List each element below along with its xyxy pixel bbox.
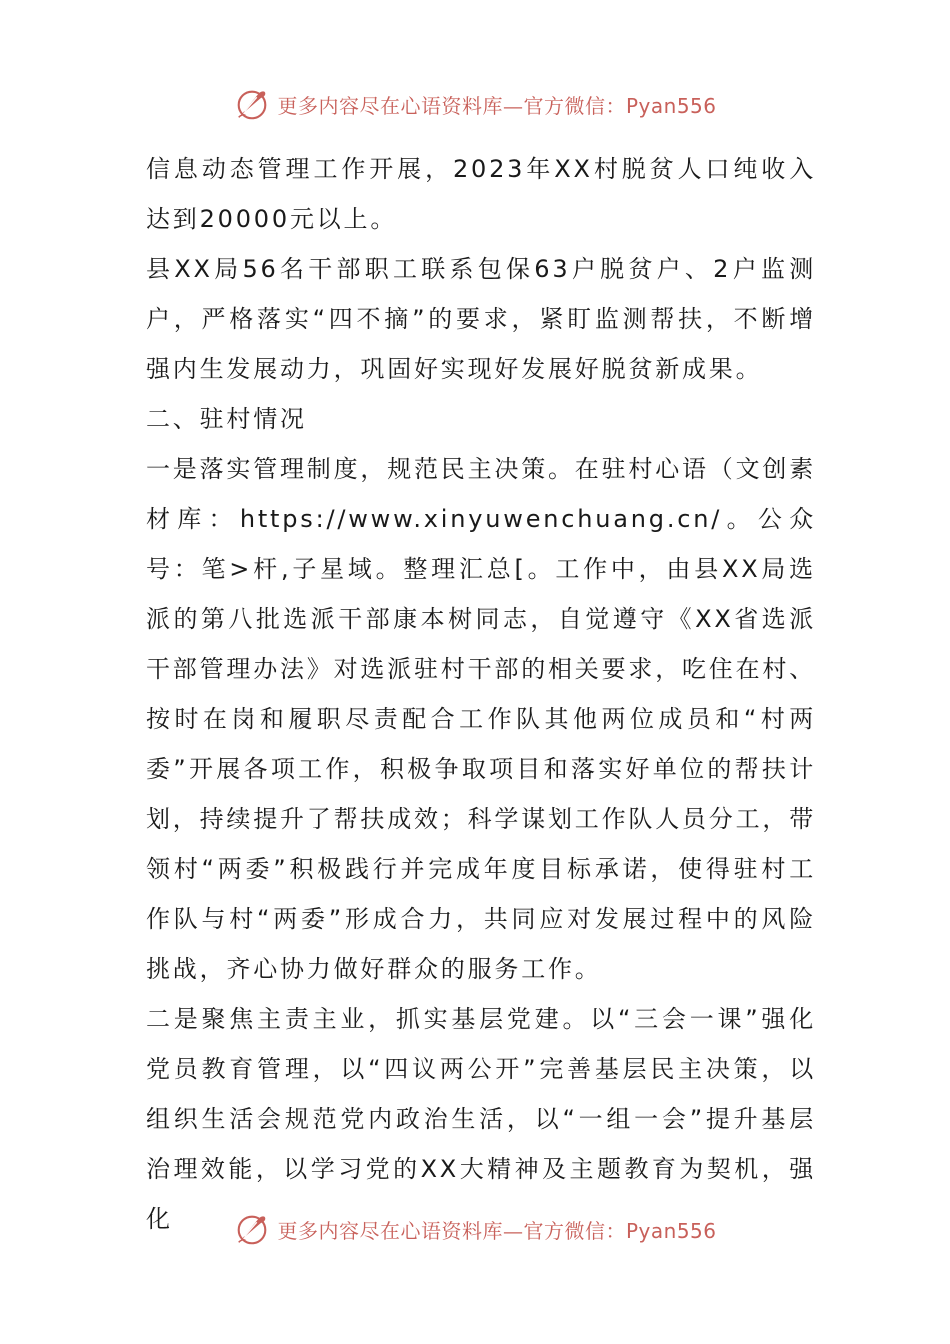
header-watermark-banner [0, 84, 950, 124]
paragraph: 县XX局56名干部职工联系包保63户脱贫户、2户监测户，严格落实“四不摘”的要求，紧盯监测帮扶，不断增强内生发展动力，巩固好实现好发展好脱贫新成果。 [146, 255, 816, 383]
wechat-handle: Pyan556 [625, 93, 717, 118]
wechat-handle: Pyan556 [625, 1218, 717, 1243]
quill-pen-seal-icon [233, 85, 271, 123]
paragraph: 一是落实管理制度，规范民主决策。在驻村心语（文创素材库：https://www.xinyuwenchuang.cn/。公众号：笔>杆,子星域。整理汇总[。工作中，由县XX局选派的第八批选派干部康本树同志，自觉遵守《XX省选派干部管理办法》对选派驻村干部的相关要求，吃住在村、按时在岗和履职尽责配合工作队其他两位成员和“村两委”开展各项工作，积极争取项目和落实好单位的帮扶计划，持续提升了帮扶成效；科学谋划工作队人员分工，带领村“两委”积极践行并完成年度目标承诺，使得驻村工作队与村“两委”形成合力，共同应对发展过程中的风险挑战，齐心协力做好群众的服务工作。 [146, 455, 816, 983]
paragraph: 二是聚焦主责主业，抓实基层党建。以“三会一课”强化党员教育管理，以“四议两公开”完善基层民主决策，以组织生活会规范党内政治生活，以“一组一会”提升基层治理效能，以学习党的XX大精神及主题教育为契机，强化 [146, 1005, 816, 1233]
section-heading: 二、驻村情况 [146, 405, 307, 433]
quill-pen-seal-icon [233, 1210, 271, 1248]
footer-watermark-banner [0, 1209, 950, 1249]
watermark-text: 更多内容尽在心语资料库—官方微信：Pyan556 [277, 93, 717, 118]
document-body [146, 144, 816, 1244]
watermark-text: 更多内容尽在心语资料库—官方微信：Pyan556 [277, 1218, 717, 1243]
paragraph: 信息动态管理工作开展，2023年XX村脱贫人口纯收入达到20000元以上。 [146, 155, 816, 233]
